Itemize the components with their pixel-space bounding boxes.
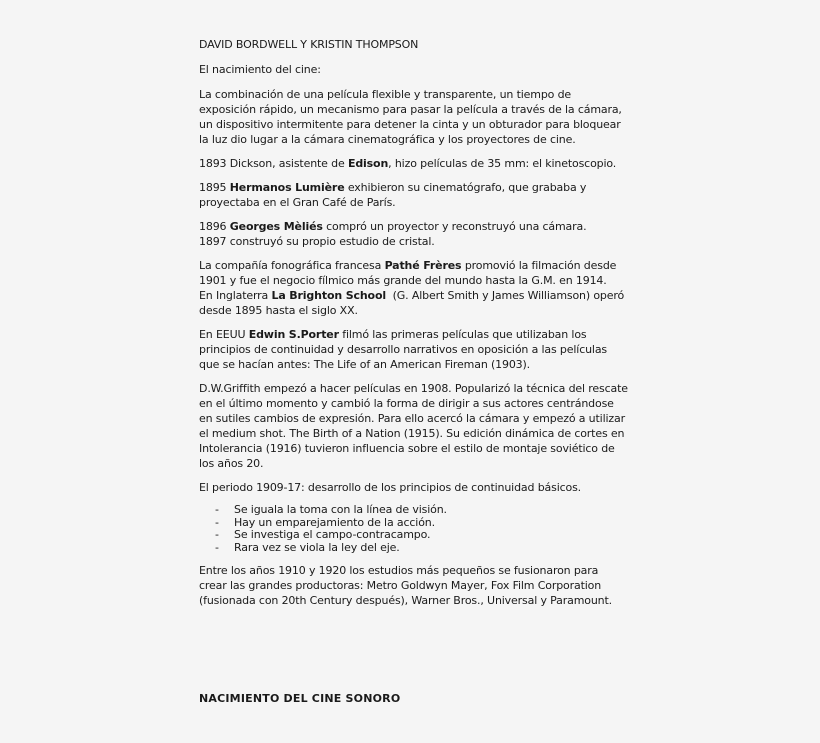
list-item-text: Hay un emparejamiento de la acción. [234, 515, 435, 529]
text: exhibieron su cinematógrafo, que grababa y proyectaba en el Gran Café de París. [199, 181, 587, 209]
authors-line: DAVID BORDWELL Y KRISTIN THOMPSON [199, 38, 419, 51]
document-page [199, 37, 629, 617]
paragraph-periodo: El periodo 1909-17: desarrollo de los principios de continuidad básicos. [199, 481, 582, 494]
text: compró un proyector y reconstruyó una cámara. [322, 220, 587, 233]
list-item [199, 542, 629, 555]
paragraph-estudios: Entre los años 1910 y 1920 los estudios más pequeños se fusionaron para crear las grandes productoras: Metro Goldwyn Mayer, Fox Film Corporation (fusionada con 20th Century después), Warner Bros., Universal y Paramount. [199, 564, 612, 607]
bold-name: Pathé Frères [384, 259, 462, 272]
subtitle: El nacimiento del cine: [199, 63, 321, 76]
text: promovió la filmación desde 1901 y fue el negocio fílmico más grande del mundo hasta la G.M. en 1914. [199, 259, 617, 287]
text: 1893 Dickson, asistente de [199, 157, 348, 170]
dash-marker: - [215, 515, 219, 529]
text: En Inglaterra [199, 289, 272, 302]
text: filmó las primeras películas que utilizaban los principios de continuidad y desarrollo narrativos en oposición a las películas que se hacían antes: The Life of an American Fireman (1903). [199, 328, 607, 371]
intro-paragraph: La combinación de una película flexible y transparente, un tiempo de exposición rápido, un mecanismo para pasar la película a través de la cámara, un dispositivo intermitente para detener la cinta y un obturador para bloquear la luz dio lugar a la cámara cinematográfica y los proyectores de cine. [199, 88, 622, 146]
text: La compañía fonográfica francesa [199, 259, 385, 272]
bold-name: Hermanos Lumière [229, 181, 345, 194]
list-item-text: Se investiga el campo-contracampo. [234, 528, 431, 541]
paragraph-porter [199, 327, 629, 372]
dash-marker: - [215, 540, 219, 554]
paragraph-griffith: D.W.Griffith empezó a hacer películas en 1908. Popularizó la técnica del rescate en el último momento y cambió la forma de dirigir a sus actores centrándose en sutiles cambios de expresión. Para ello acercó la cámara y empezó a utilizar el medium shot. The Birth of a Nation (1915). Su edición dinámica de cortes en Intolerancia (1916) tuvieron influencia sobre el estilo de montaje soviético de los años 20. [199, 382, 628, 470]
bold-name: Edwin S.Porter [248, 328, 339, 341]
text: , hizo películas de 35 mm: el kinetoscopio. [388, 157, 617, 170]
list-item-text: Rara vez se viola la ley del eje. [234, 540, 400, 554]
text: 1896 [199, 220, 230, 233]
bold-name: Edison [347, 157, 389, 170]
dash-marker: - [215, 528, 219, 541]
list-item-text: Se iguala la toma con la línea de visión. [234, 503, 447, 516]
text: En EEUU [199, 328, 249, 341]
text: 1895 [199, 181, 230, 194]
paragraph-1896 [199, 219, 629, 249]
dash-marker: - [215, 503, 219, 516]
text: 1897 construyó su propio estudio de cristal. [199, 235, 435, 248]
continuity-list [199, 504, 629, 554]
bold-name: La Brighton School [271, 289, 386, 302]
paragraph-1893 [199, 156, 629, 171]
paragraph-pathe [199, 258, 629, 288]
section-heading: NACIMIENTO DEL CINE SONORO [199, 692, 401, 705]
paragraph-brighton [199, 288, 629, 318]
paragraph-1895 [199, 180, 629, 210]
text: (G. Albert Smith y James Williamson) operó desde 1895 hasta el siglo XX. [199, 289, 628, 317]
bold-name: Georges Mèliés [229, 220, 323, 233]
